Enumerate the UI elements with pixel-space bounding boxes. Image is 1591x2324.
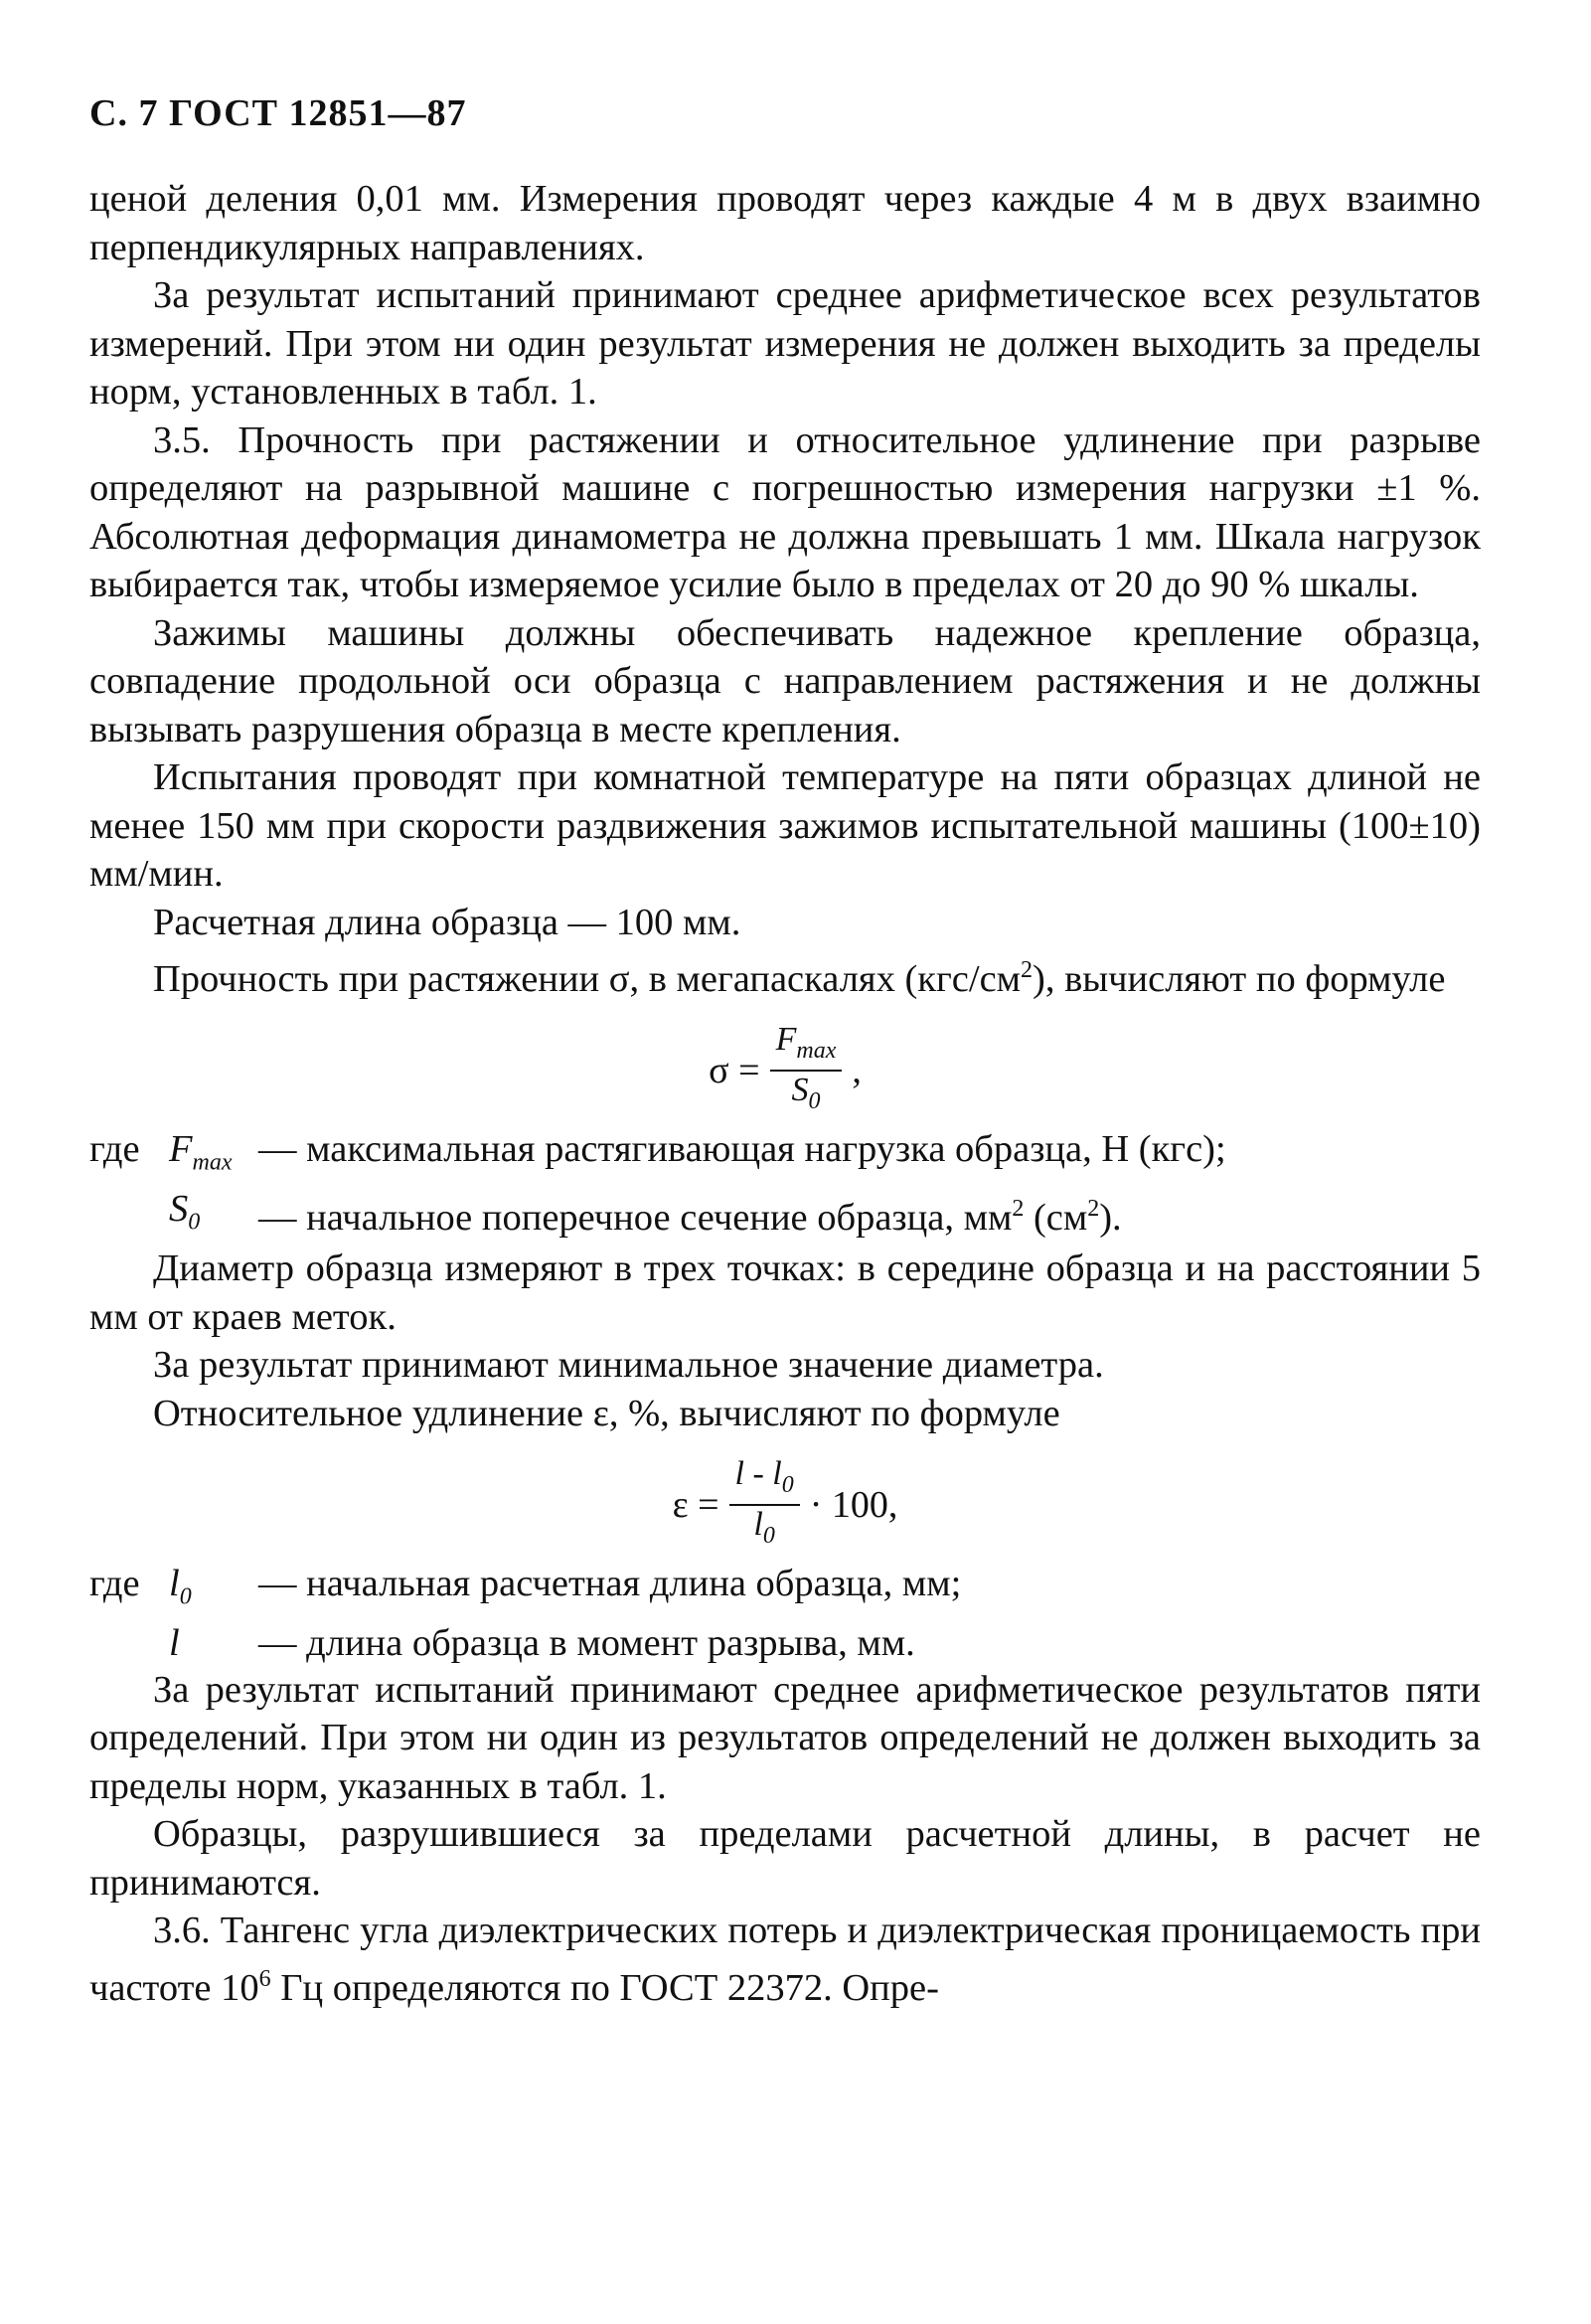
fraction [729,1455,800,1555]
symbol-letter: F [169,1127,193,1170]
fraction-numerator [729,1455,800,1506]
definition [258,1186,1481,1245]
subscript: max [192,1149,233,1176]
page-header: С. 7 ГОСТ 12851—87 [89,92,467,134]
paragraph: Образцы, разрушившиеся за пределами расчетной длины, в расчет не принимаются. [89,1813,1481,1904]
formula-tensile-strength [89,1021,1481,1120]
subscript: 0 [179,1583,192,1610]
subscript: 0 [781,1472,794,1499]
where-block-2 [89,1561,1481,1666]
text: Гц определяются по ГОСТ 22372. Опре- [270,1966,939,2009]
symbol: F [775,1021,797,1059]
fraction-denominator [747,1506,780,1555]
formula-tail: · 100, [809,1483,898,1526]
symbol: l - l [734,1455,782,1493]
text: Прочность при растяжении σ, в мегапаскалях (кгс/см [153,957,1022,1000]
superscript: 2 [1012,1195,1025,1222]
where-row [89,1126,1481,1186]
paragraph: Испытания проводят при комнатной температуре на пяти образцах длиной не менее 150 мм при скорости раздвижения зажимов испытательной машины (100±10) мм/мин. [89,756,1481,895]
superscript: 6 [258,1965,271,1992]
symbol-letter: l [169,1562,180,1604]
symbol-letter: l [169,1621,180,1664]
formula-elongation [89,1455,1481,1555]
paragraph: За результат испытаний принимают среднее арифметическое всех результатов измерений. При этом ни один результат измерения не должен выходить за пределы норм, установленных в табл. 1. [89,274,1481,413]
formula-lhs: ε = [672,1483,719,1526]
formula-lhs: σ = [709,1049,760,1091]
superscript: 2 [1087,1195,1100,1222]
paragraph: Зажимы машины должны обеспечивать надежное крепление образца, совпадение продольной оси образца с направлением растяжения и не должны вызывать разрушения образца в месте крепления. [89,611,1481,750]
fraction-numerator [770,1021,843,1072]
symbol [169,1186,258,1245]
where-label: где [89,1562,140,1604]
where-label: где [89,1127,140,1170]
paragraph [89,946,1481,1003]
subscript: 0 [188,1209,201,1236]
text: — начальное поперечное сечение образца, мм [258,1196,1013,1239]
formula-tail: , [852,1049,862,1091]
where-row [89,1561,1481,1620]
definition: — максимальная растягивающая нагрузка образца, Н (кгс); [258,1127,1226,1170]
where-row [89,1620,1481,1666]
paragraph: ценой деления 0,01 мм. Измерения проводят через каждые 4 м в двух взаимно перпендикулярных направлениях. [89,178,1481,268]
fraction [770,1021,843,1120]
symbol: S [791,1072,809,1109]
text: ), вычисляют по формуле [1033,957,1446,1000]
paragraph: Диаметр образца измеряют в трех точках: в середине образца и на расстоянии 5 мм от краев меток. [89,1247,1481,1338]
text: 3.6. Тангенс угла диэлектрических потерь и диэлектрическая проницаемость при частоте 10 [89,1909,1481,2009]
paragraph: Расчетная длина образца — 100 мм. [153,901,741,943]
paragraph: За результат принимают минимальное значение диаметра. [153,1344,1104,1387]
document-page [89,91,1481,2012]
superscript: 2 [1021,957,1034,983]
where-block-1 [89,1126,1481,1245]
symbol [169,1561,258,1620]
paragraph: Относительное удлинение ε, %, вычисляют по формуле [153,1392,1060,1434]
definition: — начальная расчетная длина образца, мм; [258,1562,962,1604]
symbol: l [753,1506,763,1544]
subscript: 0 [808,1087,821,1114]
subscript: max [796,1038,837,1065]
paragraph: За результат испытаний принимают среднее арифметическое результатов пяти определений. При этом ни один из результатов определений не должен выходить за пределы норм, указанных в табл. 1. [89,1668,1481,1807]
fraction-denominator [785,1072,826,1120]
definition: — длина образца в момент разрыва, мм. [258,1621,915,1664]
subscript: 0 [762,1522,775,1549]
paragraph-3-5: 3.5. Прочность при растяжении и относительное удлинение при разрыве определяют на разрывной машине с погрешностью измерения нагрузки ±1 %. Абсолютная деформация динамометра не должна превышать 1 мм. Шкала нагрузок выбирается так, чтобы измеряемое усилие было в пределах от 20 до 90 % шкалы. [89,418,1481,605]
symbol-letter: S [169,1187,189,1230]
text: ). [1099,1196,1122,1239]
where-row [89,1186,1481,1245]
symbol [169,1620,258,1666]
symbol [169,1126,258,1186]
document-body [89,175,1481,2012]
text: (см [1024,1196,1088,1239]
paragraph-3-6 [89,1907,1481,2012]
